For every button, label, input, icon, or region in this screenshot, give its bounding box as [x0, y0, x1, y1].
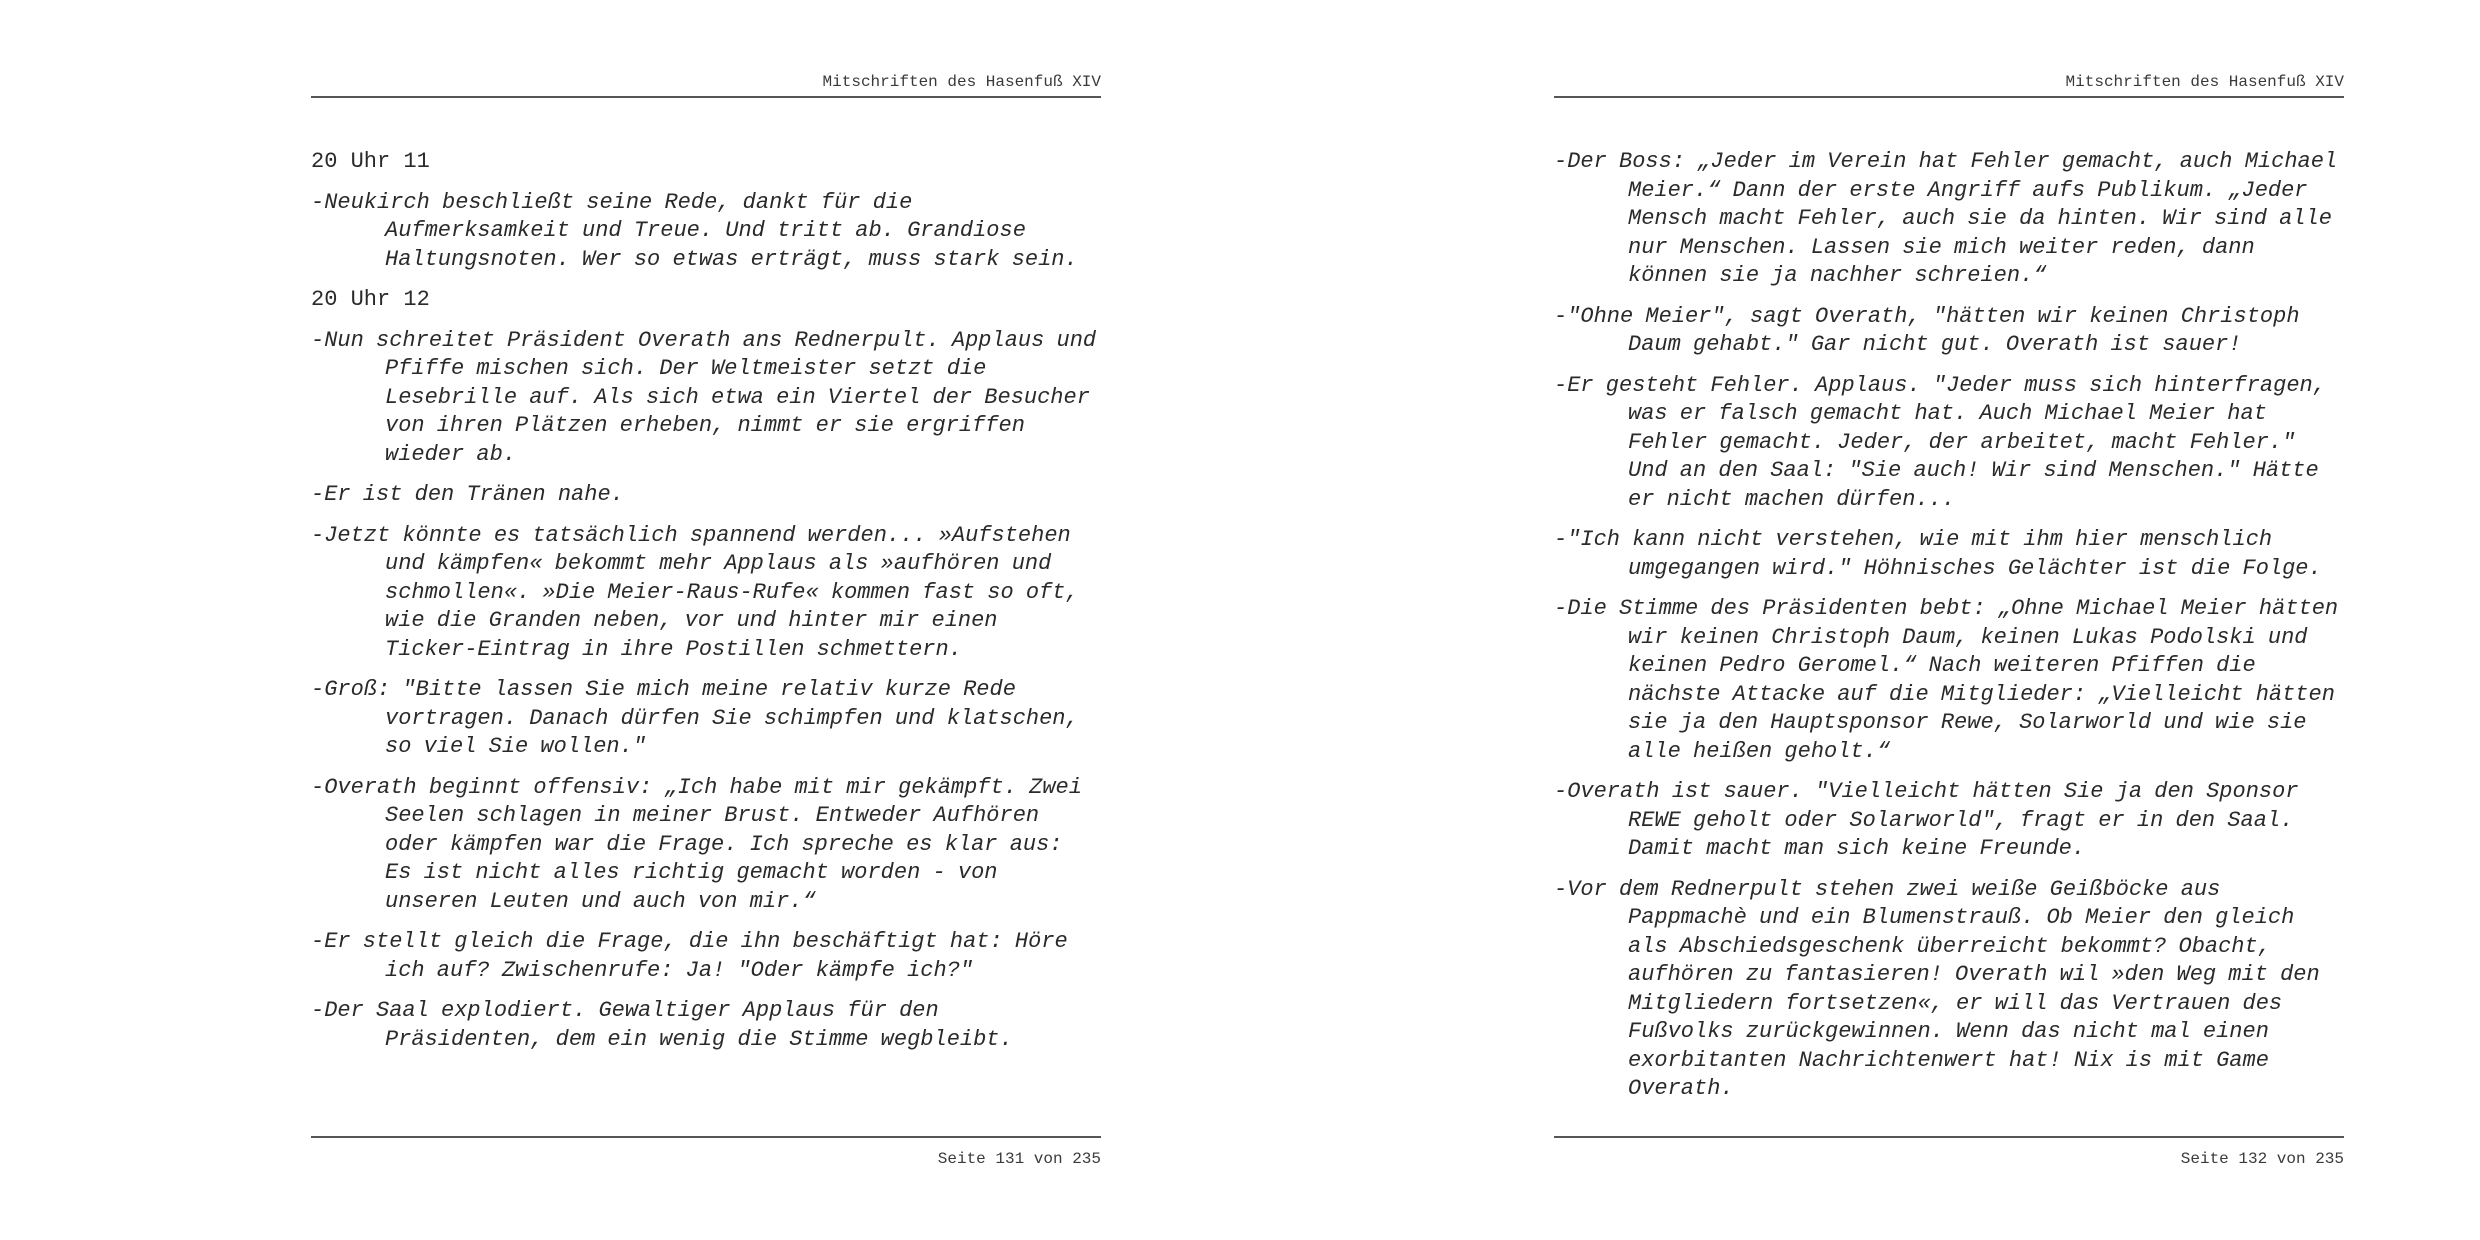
ticker-entry: -"Ich kann nicht verstehen, wie mit ihm hier menschlich umgegangen wird." Höhnisches Gelächter ist die Folge.	[1554, 527, 2322, 581]
ticker-entry: -Der Boss: „Jeder im Verein hat Fehler gemacht, auch Michael Meier.“ Dann der erste Angriff aufs Publikum. „Jeder Mensch macht Fehler, auch sie da hinten. Wir sind alle nur Menschen. Lassen sie mich weiter reden, dann können sie ja nachher schreien.“	[1554, 149, 2338, 288]
right-page	[1554, 0, 2344, 1240]
ticker-entry: -Overath beginnt offensiv: „Ich habe mit mir gekämpft. Zwei Seelen schlagen in meiner Brust. Entweder Aufhören oder kämpfen war die Frage. Ich spreche es klar aus: Es ist nicht alles richtig gemacht worden - von unseren Leuten und auch von mir.“	[311, 774, 1082, 914]
ticker-entry: -Vor dem Rednerpult stehen zwei weiße Geißböcke aus Pappmachè und ein Blumenstrauß. Ob Meier den gleich als Abschiedsgeschenk überreicht bekommt? Obacht, aufhören zu fantasieren! Overath wil »den Weg mit den Mitgliedern fortsetzen«, er will das Vertrauen des Fußvolks zurückgewinnen. Wenn das nicht mal einen exorbitanten Nachrichtenwert hat! Nix is mit Game Overath.	[1554, 876, 2320, 1101]
left-page	[311, 0, 1101, 1240]
ticker-entry: -Groß: "Bitte lassen Sie mich meine relativ kurze Rede vortragen. Danach dürfen Sie schimpfen und klatschen, so viel Sie wollen."	[311, 677, 1079, 759]
ticker-entry: -Die Stimme des Präsidenten bebt: „Ohne Michael Meier hätten wir keinen Christoph Daum, keinen Lukas Podolski und keinen Pedro Geromel.“ Nach weiteren Pfiffen die nächste Attacke auf die Mitglieder: „Vielleicht hätten sie ja den Hauptsponsor Rewe, Solarworld und wie sie alle heißen geholt.“	[1554, 596, 2339, 764]
ticker-entry: -"Ohne Meier", sagt Overath, "hätten wir keinen Christoph Daum gehabt." Gar nicht gut. Overath ist sauer!	[1554, 303, 2300, 357]
ticker-entry: -Nun schreitet Präsident Overath ans Rednerpult. Applaus und Pfiffe mischen sich. Der Weltmeister setzt die Lesebrille auf. Als sich etwa ein Viertel der Besucher von ihren Plätzen erheben, nimmt er sie ergriffen wieder ab.	[311, 327, 1097, 467]
header-rule	[1554, 96, 2344, 98]
page-number: Seite 131 von 235	[937, 1150, 1101, 1168]
ticker-entry: -Er stellt gleich die Frage, die ihn beschäftigt hat: Höre ich auf? Zwischenrufe: Ja! "Oder kämpfe ich?"	[311, 929, 1068, 983]
page-header: Mitschriften des Hasenfuß XIV	[2065, 73, 2344, 91]
ticker-entry: -Neukirch beschließt seine Rede, dankt für die Aufmerksamkeit und Treue. Und tritt ab. Grandiose Haltungsnoten. Wer so etwas erträgt, muss stark sein.	[311, 189, 1078, 272]
timestamp: 20 Uhr 12	[311, 287, 430, 312]
ticker-entry: -Jetzt könnte es tatsächlich spannend werden... »Aufstehen und kämpfen« bekommt mehr Applaus als »aufhören und schmollen«. »Die Meier-Raus-Rufe« kommen fast so oft, wie die Granden neben, vor und hinter mir einen Ticker-Eintrag in ihre Postillen schmettern.	[311, 522, 1079, 662]
footer-rule	[1554, 1136, 2344, 1138]
page-body	[311, 148, 1101, 1066]
page-body	[1554, 148, 2344, 1116]
ticker-entry: -Overath ist sauer. "Vielleicht hätten Sie ja den Sponsor REWE geholt oder Solarworld", fragt er in den Saal. Damit macht man sich keine Freunde.	[1554, 779, 2299, 861]
timestamp: 20 Uhr 11	[311, 149, 430, 174]
ticker-entry: -Er gesteht Fehler. Applaus. "Jeder muss sich hinterfragen, was er falsch gemacht hat. Auch Michael Meier hat Fehler gemacht. Jeder, der arbeitet, macht Fehler." Und an den Saal: "Sie auch! Wir sind Menschen." Hätte er nicht machen dürfen...	[1554, 372, 2326, 512]
page-header: Mitschriften des Hasenfuß XIV	[822, 73, 1101, 91]
ticker-entry: -Der Saal explodiert. Gewaltiger Applaus für den Präsidenten, dem ein wenig die Stimme wegbleibt.	[311, 998, 1013, 1052]
ticker-entry: -Er ist den Tränen nahe.	[311, 482, 624, 507]
header-rule	[311, 96, 1101, 98]
page-number: Seite 132 von 235	[2180, 1150, 2344, 1168]
footer-rule	[311, 1136, 1101, 1138]
